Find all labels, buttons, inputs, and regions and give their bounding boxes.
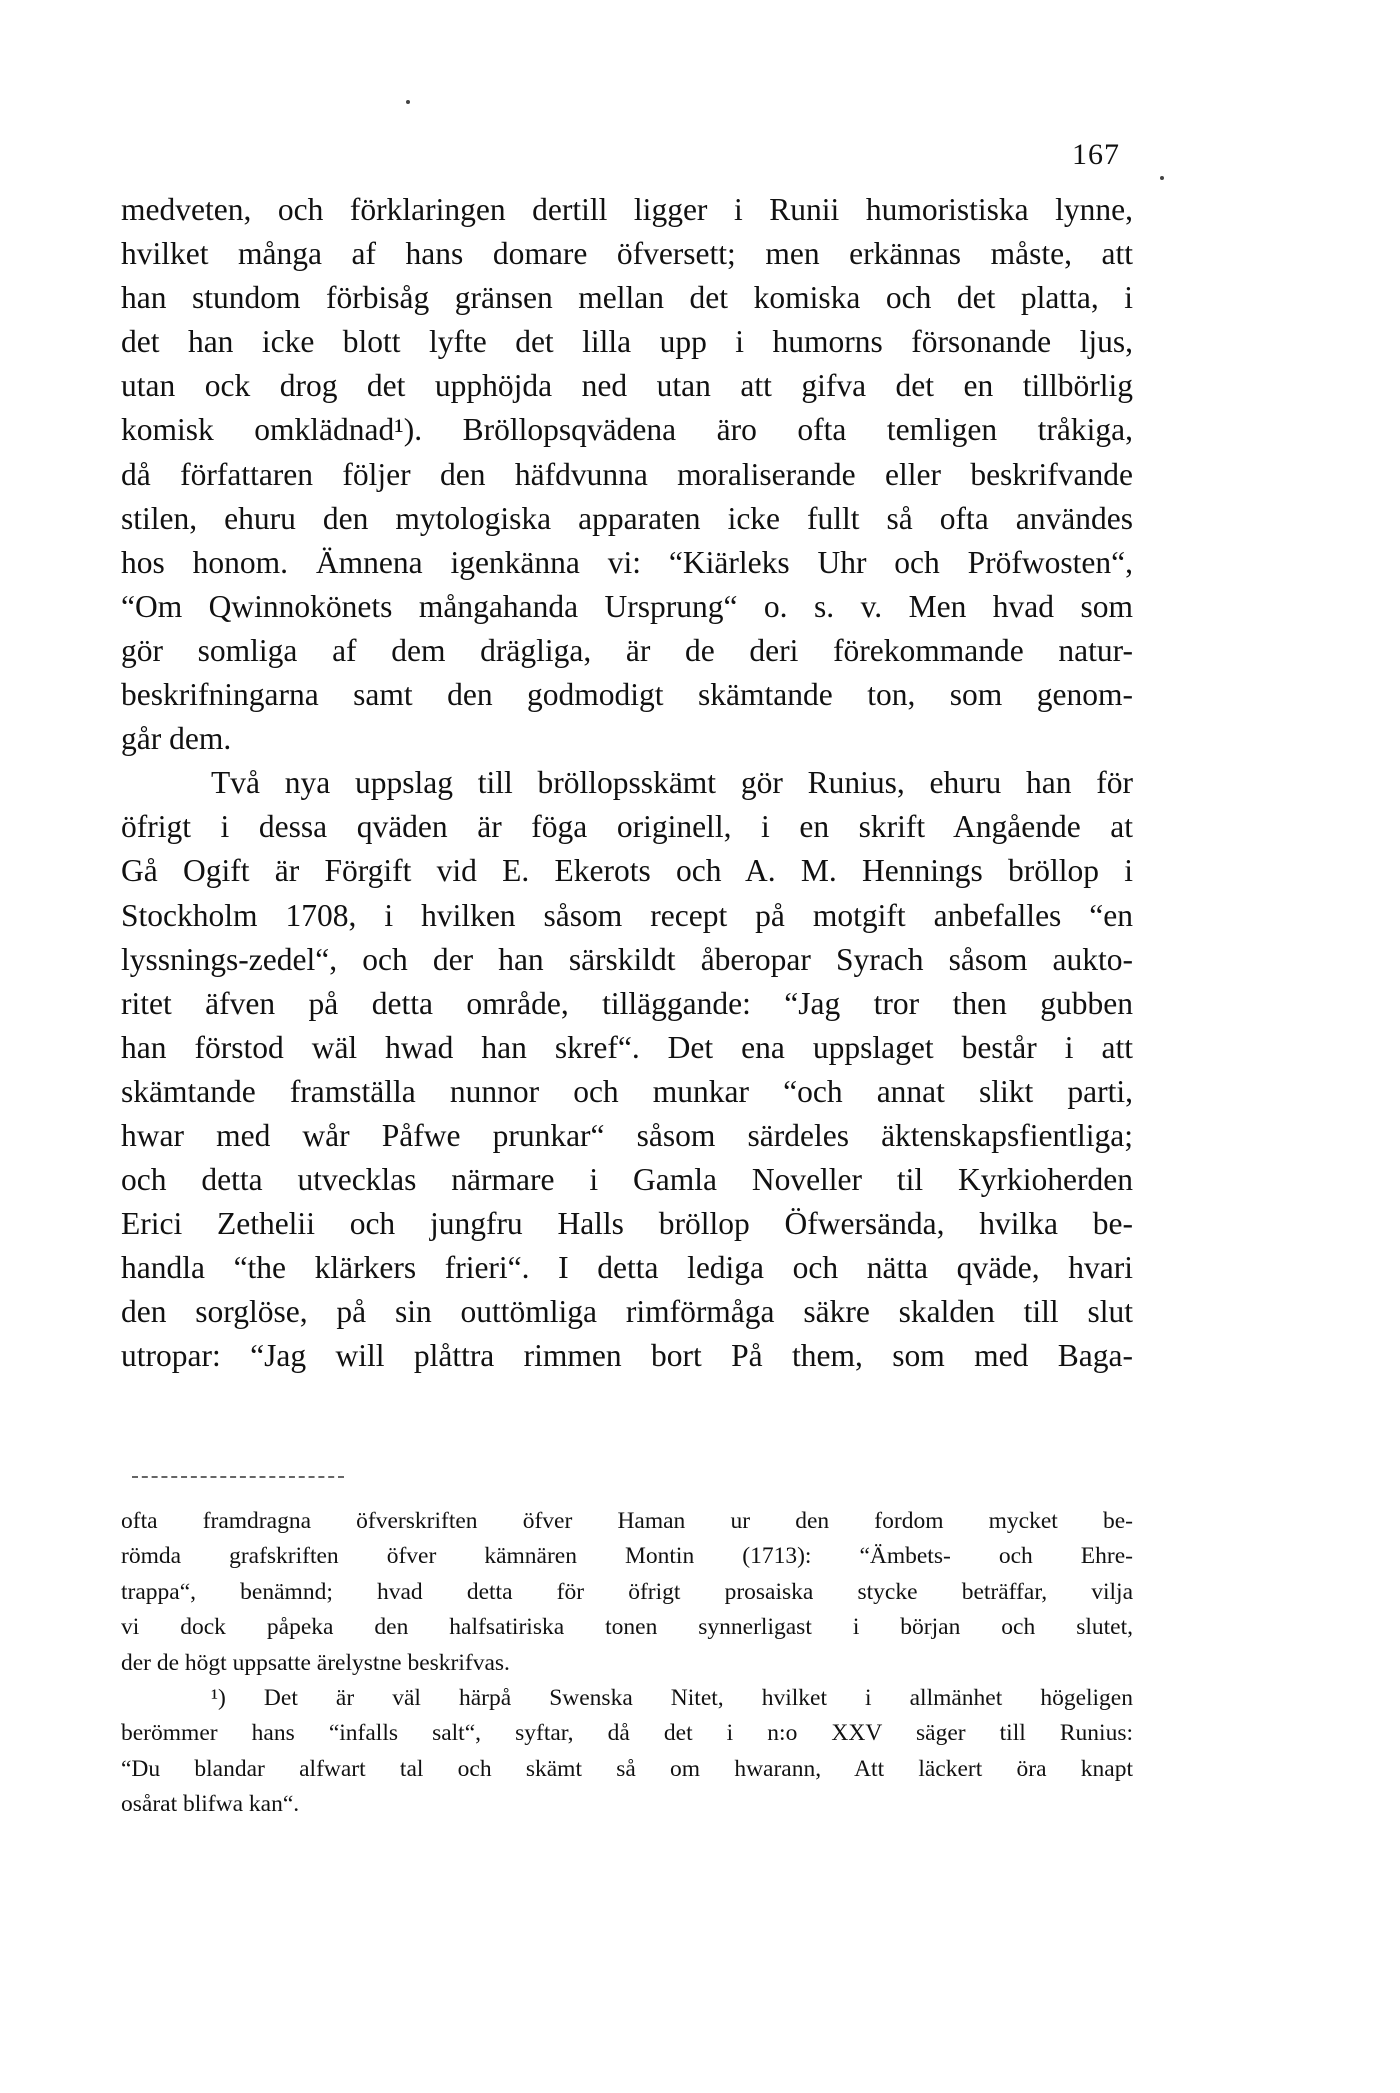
text-line: handla “the klärkers frieri“. I detta lediga och nätta qväde, hvari (121, 1250, 1133, 1286)
footnote-line: ofta framdragna öfverskriften öfver Haman ur den fordom mycket be- (121, 1508, 1133, 1534)
text-line: och detta utvecklas närmare i Gamla Noveller til Kyrkioherden (121, 1162, 1133, 1198)
footnote-divider (132, 1476, 344, 1478)
body-text (121, 188, 1133, 1379)
text-line: Stockholm 1708, i hvilken såsom recept på motgift anbefalles “en (121, 897, 1133, 933)
text-line: “Om Qwinnokönets mångahanda Ursprung“ o. s. v. Men hvad som (121, 588, 1133, 624)
print-speck (1160, 176, 1164, 180)
text-line: lyssnings-zedel“, och der han särskildt åberopar Syrach såsom aukto- (121, 941, 1133, 977)
text-line: då författaren följer den häfdvunna moraliserande eller beskrifvande (121, 456, 1133, 492)
text-line: hvilket många af hans domare öfversett; men erkännas måste, att (121, 236, 1133, 272)
text-line: medveten, och förklaringen dertill ligger i Runii humoristiska lynne, (121, 192, 1133, 227)
footnote-line: osårat blifwa kan“. (121, 1791, 300, 1818)
text-line: Två nya uppslag till bröllopsskämt gör Runius, ehuru han för (211, 765, 1133, 801)
page-number: 167 (1072, 138, 1120, 171)
text-line: hwar med wår Påfwe prunkar“ såsom särdeles äktenskapsfientliga; (121, 1117, 1133, 1153)
footnote-line: berömmer hans “infalls salt“, syftar, då det i n:o XXV säger till Runius: (121, 1720, 1133, 1747)
print-speck (406, 100, 410, 104)
text-line: hos honom. Ämnena igenkänna vi: “Kiärleks Uhr och Pröfwosten“, (121, 544, 1133, 580)
text-line: öfrigt i dessa qväden är föga originell, i en skrift Angående at (121, 809, 1133, 845)
text-line: den sorglöse, på sin outtömliga rimförmåga säkre skalden till slut (121, 1294, 1133, 1330)
footnote-line: trappa“, benämnd; hvad detta för öfrigt prosaiska stycke beträffar, vilja (121, 1578, 1133, 1605)
footnote-line: der de högt uppsatte ärelystne beskrifvas. (121, 1649, 510, 1676)
text-line: beskrifningarna samt den godmodigt skämtande ton, som genom- (121, 677, 1133, 713)
text-line: stilen, ehuru den mytologiska apparaten icke fullt så ofta användes (121, 500, 1133, 536)
footnotes (121, 1504, 1133, 1823)
text-line: det han icke blott lyfte det lilla upp i humorns försonande ljus, (121, 324, 1133, 360)
footnote-line: “Du blandar alfwart tal och skämt så om hwarann, Att läckert öra knapt (121, 1755, 1133, 1782)
text-line: utan ock drog det upphöjda ned utan att gifva det en tillbörlig (121, 368, 1133, 404)
footnote-line: ¹) Det är väl härpå Swenska Nitet, hvilket i allmänhet högeligen (211, 1684, 1133, 1711)
text-line: komisk omklädnad¹). Bröllopsqvädena äro ofta temligen tråkiga, (121, 412, 1133, 448)
text-line: utropar: “Jag will plåttra rimmen bort På them, som med Baga- (121, 1338, 1133, 1374)
text-line: gör somliga af dem drägliga, är de deri förekommande natur- (121, 632, 1133, 668)
text-line: skämtande framställa nunnor och munkar “och annat slikt parti, (121, 1073, 1133, 1109)
text-line: Gå Ogift är Förgift vid E. Ekerots och A. M. Hennings bröllop i (121, 853, 1133, 889)
text-line: ritet äfven på detta område, tilläggande: “Jag tror then gubben (121, 985, 1133, 1021)
footnote-line: vi dock påpeka den halfsatiriska tonen synnerligast i början och slutet, (121, 1614, 1133, 1641)
text-line: han förstod wäl hwad han skref“. Det ena uppslaget består i att (121, 1029, 1133, 1065)
text-line: går dem. (121, 721, 232, 757)
text-line: han stundom förbisåg gränsen mellan det komiska och det platta, i (121, 280, 1133, 316)
footnote-line: römda grafskriften öfver kämnären Montin (1713): “Ämbets- och Ehre- (121, 1543, 1133, 1570)
text-line: Erici Zethelii och jungfru Halls bröllop Öfwersända, hvilka be- (121, 1206, 1133, 1242)
